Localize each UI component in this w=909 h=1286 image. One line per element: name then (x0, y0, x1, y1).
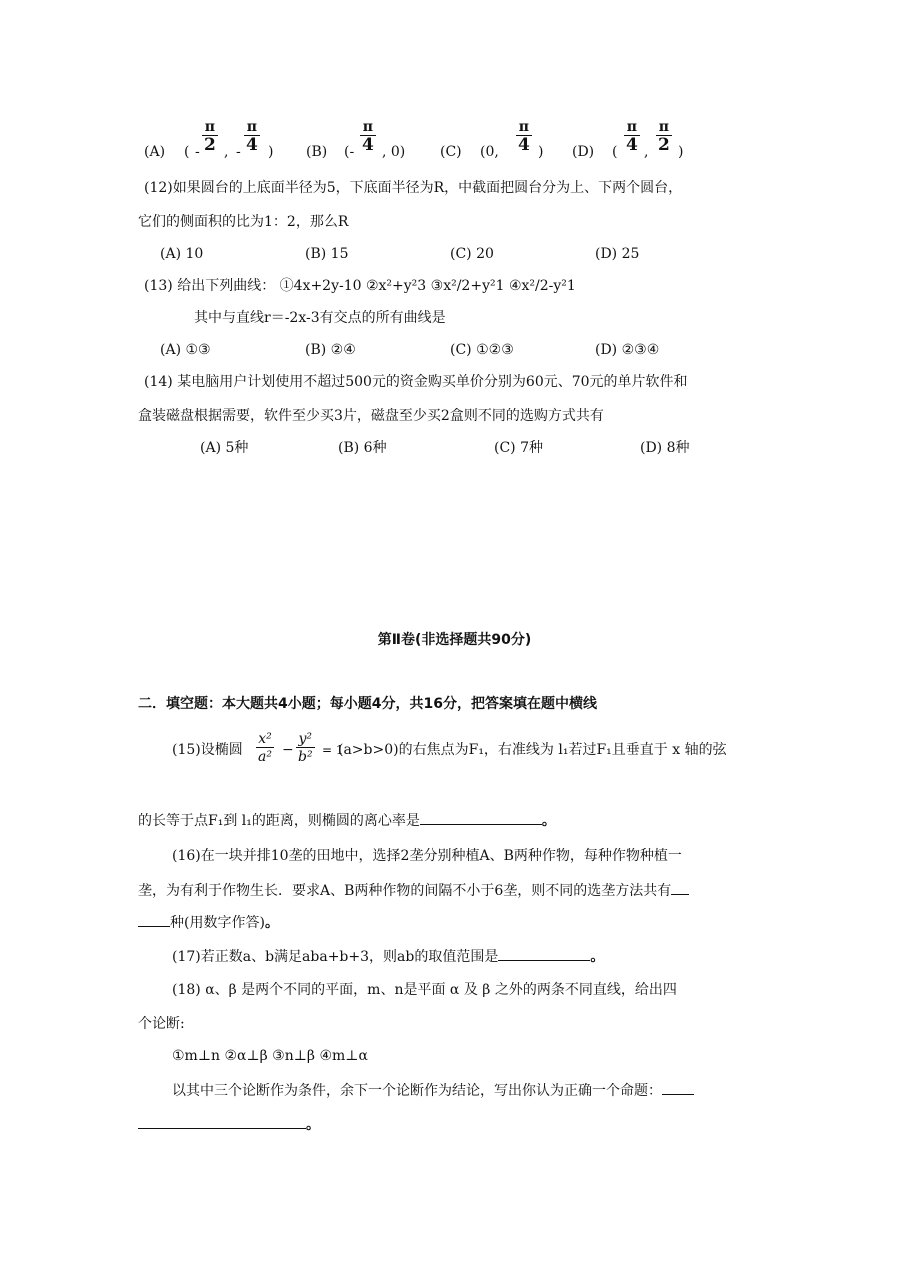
q11-option-c-close: ) (538, 144, 544, 160)
q15-eq1: = 1 (322, 743, 344, 757)
q13-option-b: (B) ②④ (305, 342, 356, 358)
q11-option-b-open: (- (344, 144, 355, 160)
q13-option-c: (C) ①②③ (450, 342, 514, 358)
q16-answer-blank-a[interactable] (671, 880, 689, 895)
q15-frac-y (296, 732, 315, 766)
q11-option-b-frac (360, 120, 376, 154)
q18-line4 (172, 1080, 694, 1101)
q11-option-c-open: (0, (480, 144, 499, 160)
q11-option-c-frac (516, 120, 532, 154)
q15-line1 (172, 732, 772, 786)
frac-denominator: b² (298, 749, 313, 765)
q15-line2-text: 的长等于点F₁到 l₁的距离，则椭圆的离心率是 (138, 813, 420, 829)
q11-option-a-open: ( (184, 144, 190, 160)
q11-option-a-close: ) (268, 144, 274, 160)
q17-answer-blank[interactable] (498, 946, 590, 961)
q18-answer-blank-a[interactable] (662, 1080, 694, 1095)
q11-options-row (144, 120, 764, 164)
q14-option-b: (B) 6种 (338, 440, 387, 456)
q17-text: (17)若正数a、b满足aba+b+3，则ab的取值范围是 (172, 949, 499, 965)
q14-line1: (14) 某电脑用户计划使用不超过500元的资金购买单价分别为60元、70元的单片软件和 (144, 374, 688, 390)
frac-numerator: π (362, 119, 374, 135)
q11-option-d-frac1 (624, 120, 640, 154)
q11-option-d-frac2 (656, 120, 672, 154)
q11-option-d-comma: , (644, 144, 649, 160)
frac-denominator: 4 (362, 135, 374, 155)
q16-answer-blank-b[interactable] (138, 912, 170, 927)
q11-option-a-minus: - (195, 144, 200, 160)
frac-numerator: π (204, 119, 216, 135)
q17-end: 。 (590, 949, 605, 965)
part2-title: 第Ⅱ卷(非选择题共90分) (377, 632, 532, 648)
q18-line4-text: 以其中三个论断作为条件，余下一个论断作为结论，写出你认为正确一个命题： (172, 1083, 662, 1099)
q11-option-a-frac1 (202, 120, 218, 154)
q12-line2: 它们的侧面积的比为1：2，那么R (138, 214, 349, 230)
frac-numerator: π (246, 119, 258, 135)
q11-option-b-label: (B) (306, 144, 328, 160)
q12-option-b: (B) 15 (305, 246, 349, 262)
q13-option-a: (A) ①③ (160, 342, 211, 358)
q11-option-a-frac2 (244, 120, 260, 154)
q12-option-d: (D) 25 (595, 246, 640, 262)
q11-option-d-close: ) (678, 144, 684, 160)
q11-option-d-label: (D) (572, 144, 595, 160)
q11-option-a-minus2: - (236, 144, 241, 160)
frac-numerator: π (626, 119, 638, 135)
q16-line1: (16)在一块并排10垄的田地中，选择2垄分别种植A、B两种作物，每种作物种植一 (172, 848, 682, 864)
q11-option-c-label: (C) (440, 144, 462, 160)
q15-minus: − (282, 742, 294, 758)
frac-denominator: 4 (246, 135, 258, 155)
frac-denominator: 4 (518, 135, 530, 155)
q18-line1: (18) α、β 是两个不同的平面，m、n是平面 α 及 β 之外的两条不同直线，给出四 (172, 982, 677, 998)
q13-line1: (13) 给出下列曲线： ①4x+2y-10 ②x²+y²3 ③x²/2+y²1 ④x²/2-y²1 (144, 278, 576, 294)
section2-title: 二．填空题：本大题共4小题；每小题4分，共16分，把答案填在题中横线 (138, 696, 597, 712)
q18-line5 (138, 1114, 320, 1135)
frac-numerator: π (658, 119, 670, 135)
frac-numerator: π (518, 119, 530, 135)
q12-option-a: (A) 10 (160, 246, 204, 262)
frac-denominator: a² (258, 749, 272, 765)
frac-numerator: x² (258, 731, 272, 747)
q14-option-d: (D) 8种 (640, 440, 690, 456)
frac-numerator: y² (298, 731, 313, 747)
q15-end: 。 (541, 813, 556, 829)
q12-line1: (12)如果圆台的上底面半径为5，下底面半径为R，中截面把圆台分为上、下两个圆台， (144, 180, 683, 196)
q15-answer-blank[interactable] (420, 810, 542, 825)
q18-end: 。 (306, 1117, 320, 1133)
q15-frac-x (256, 732, 274, 766)
q18-line2: 个论断: (138, 1016, 185, 1032)
q18-line3: ①m⊥n ②α⊥β ③n⊥β ④m⊥α (172, 1048, 368, 1064)
q13-option-d: (D) ②③④ (595, 342, 660, 358)
frac-denominator: 2 (204, 135, 216, 155)
frac-denominator: 2 (658, 135, 670, 155)
q11-option-a-comma: , (224, 144, 229, 160)
q16-line2 (138, 880, 689, 901)
q17-line1 (172, 946, 604, 967)
q16-line3 (138, 912, 279, 933)
frac-denominator: 4 (626, 135, 638, 155)
q13-line2: 其中与直线r＝-2x-3有交点的所有曲线是 (194, 310, 446, 326)
q18-answer-blank-b[interactable] (138, 1114, 306, 1129)
q11-option-a-label: (A) (144, 144, 166, 160)
q11-option-b-rest: , 0) (382, 144, 406, 160)
q14-option-c: (C) 7种 (494, 440, 543, 456)
q14-option-a: (A) 5种 (200, 440, 249, 456)
q15-pre: (15)设椭圆 (172, 742, 243, 758)
q16-end: 。 (264, 915, 279, 931)
q12-option-c: (C) 20 (450, 246, 494, 262)
q16-line2-text: 垄，为有利于作物生长．要求A、B两种作物的间隔不小于6垄，则不同的选垄方法共有 (138, 883, 672, 899)
q11-option-d-open: ( (612, 144, 618, 160)
q14-line2: 盒装磁盘根据需要，软件至少买3片，磁盘至少买2盒则不同的选购方式共有 (138, 408, 604, 424)
q16-line3-text: 种(用数字作答) (170, 915, 265, 931)
q15-line2 (138, 810, 556, 831)
q15-post: (a>b>0)的右焦点为F₁，右准线为 l₁若过F₁且垂直于 x 轴的弦 (338, 742, 727, 758)
